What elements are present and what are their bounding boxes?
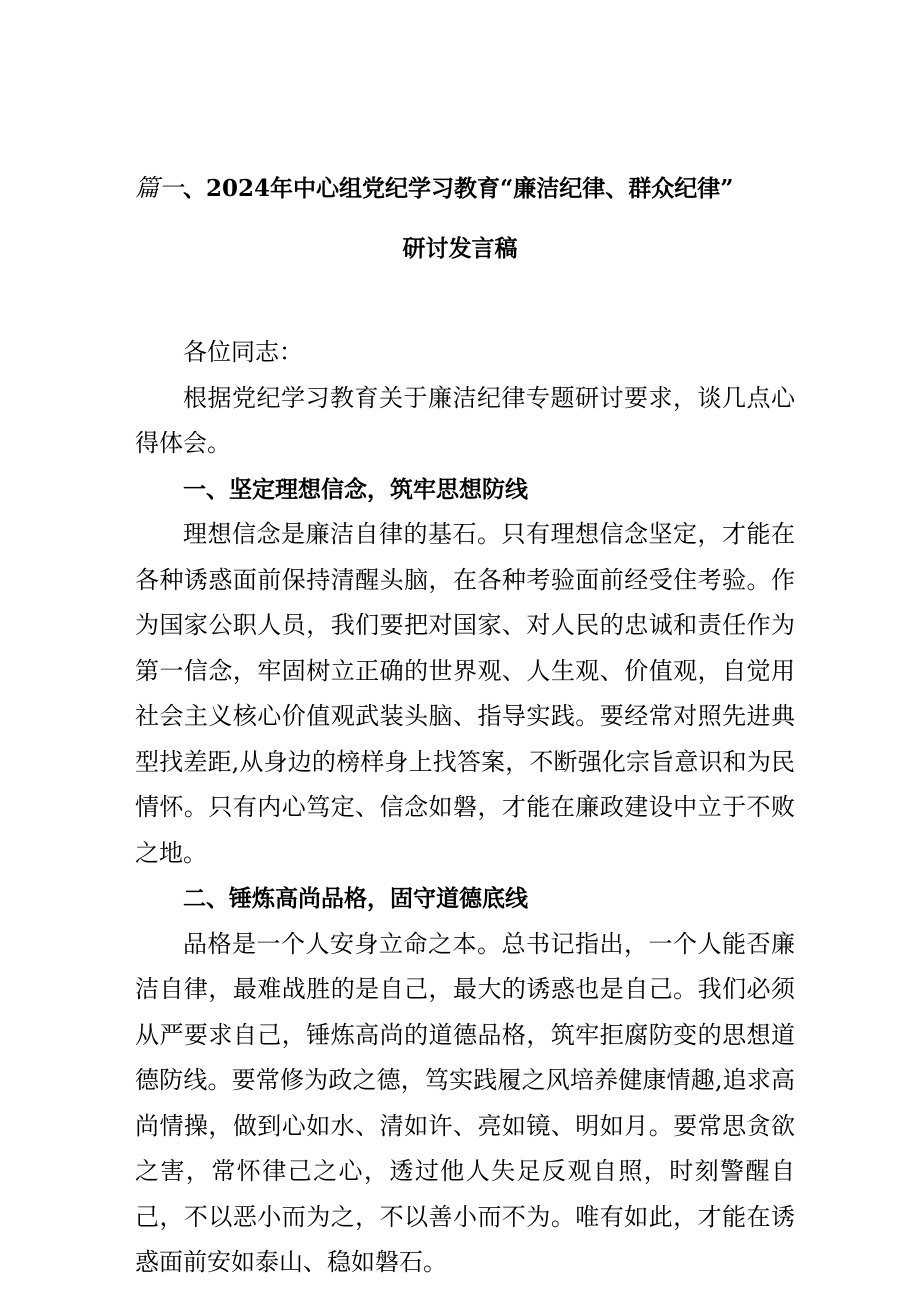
section-heading-2: 二、锤炼高尚品格，固守道德底线: [183, 885, 528, 912]
title-main: 、2024年中心组党纪学习教育“廉洁纪律、群众纪律”: [183, 175, 734, 202]
intro-paragraph: 根据党纪学习教育关于廉洁纪律专题研讨要求，谈几点心得体会。: [135, 383, 795, 457]
document-body: [135, 330, 795, 1286]
title-prefix: 篇一: [135, 174, 183, 202]
section-heading-1: 一、坚定理想信念，筑牢思想防线: [183, 475, 528, 503]
salutation: 各位同志：: [183, 338, 303, 366]
section-body-2: 品格是一个人安身立命之本。总书记指出，一个人能否廉洁自律，最难战胜的是自己，最大的诱惑也是自己。我们必须从严要求自己，锤炼高尚的道德品格，筑牢拒腐防变的思想道德防线。要常修为政之德，笃实践履之风培养健康情趣,追求高尚情操，做到心如水、清如许、亮如镜、明如月。要常思贪欲之害，常怀律己之心，透过他人失足反观自照，时刻警醒自己，不以恶小而为之，不以善小而不为。唯有如此，才能在诱惑面前安如泰山、稳如磐石。: [135, 929, 795, 1276]
section-body-1: 理想信念是廉洁自律的基石。只有理想信念坚定，才能在各种诱惑面前保持清醒头脑，在各种考验面前经受住考验。作为国家公职人员，我们要把对国家、对人民的忠诚和责任作为第一信念，牢固树立正确的世界观、人生观、价值观，自觉用社会主义核心价值观武装头脑、指导实践。要经常对照先进典型找差距,从身边的榜样身上找答案，不断强化宗旨意识和为民情怀。只有内心笃定、信念如磐，才能在廉政建设中立于不败之地。: [135, 520, 795, 867]
title-line-2: 研讨发言稿: [402, 235, 518, 262]
title-line-1: [135, 168, 733, 203]
